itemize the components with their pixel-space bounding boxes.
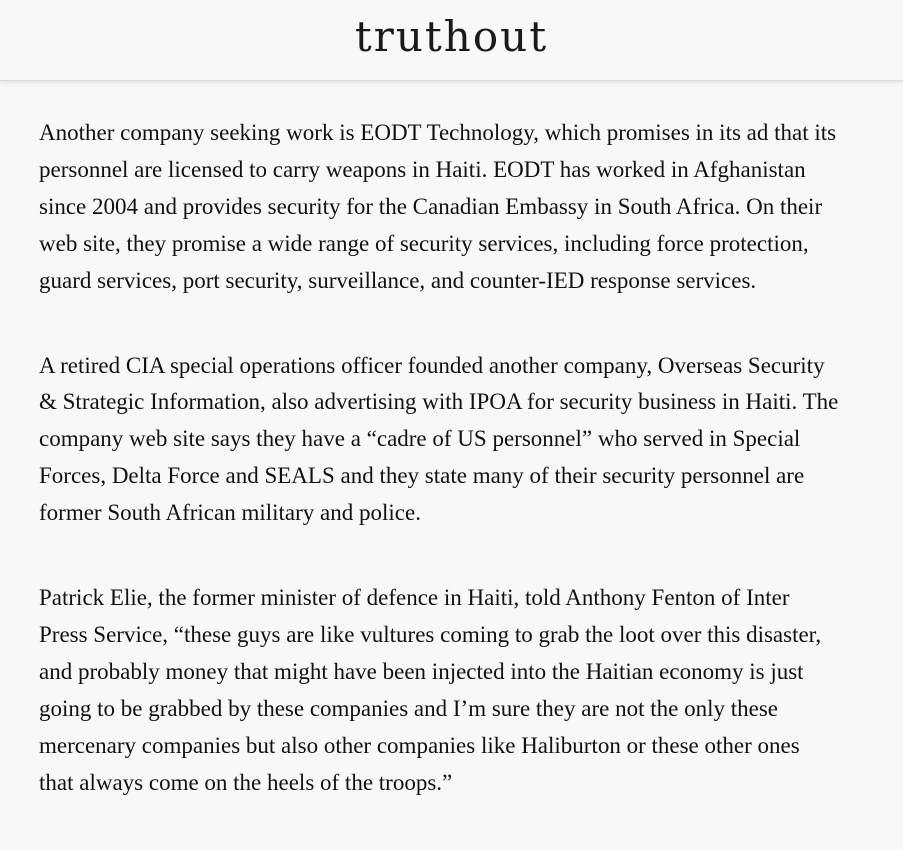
article-body xyxy=(39,115,839,850)
site-header xyxy=(0,0,903,81)
site-logo[interactable]: truthout xyxy=(354,12,549,61)
article-paragraph: A retired CIA special operations officer founded another company, Overseas Security & Strategic Information, also advertising with IPOA for security business in Haiti. The company web site says they have a “cadre of US personnel” who served in Special Forces, Delta Force and SEALS and they state many of their security personnel are former South African military and police. xyxy=(39,352,839,526)
article-paragraph: Patrick Elie, the former minister of defence in Haiti, told Anthony Fenton of Inter Press Service, “these guys are like vultures coming to grab the loot over this disaster, and probably money that might have been injected into the Haitian economy is just going to be grabbed by these companies and I’m sure they are not the only these mercenary companies but also other companies like Haliburton or these other ones that always come on the heels of the troops.” xyxy=(39,585,822,795)
article-paragraph: Another company seeking work is EODT Technology, which promises in its ad that its personnel are licensed to carry weapons in Haiti. EODT has worked in Afghanistan since 2004 and provides security for the Canadian Embassy in South Africa. On their web site, they promise a wide range of security services, including force protection, guard services, port security, surveillance, and counter-IED response services. xyxy=(39,120,837,293)
